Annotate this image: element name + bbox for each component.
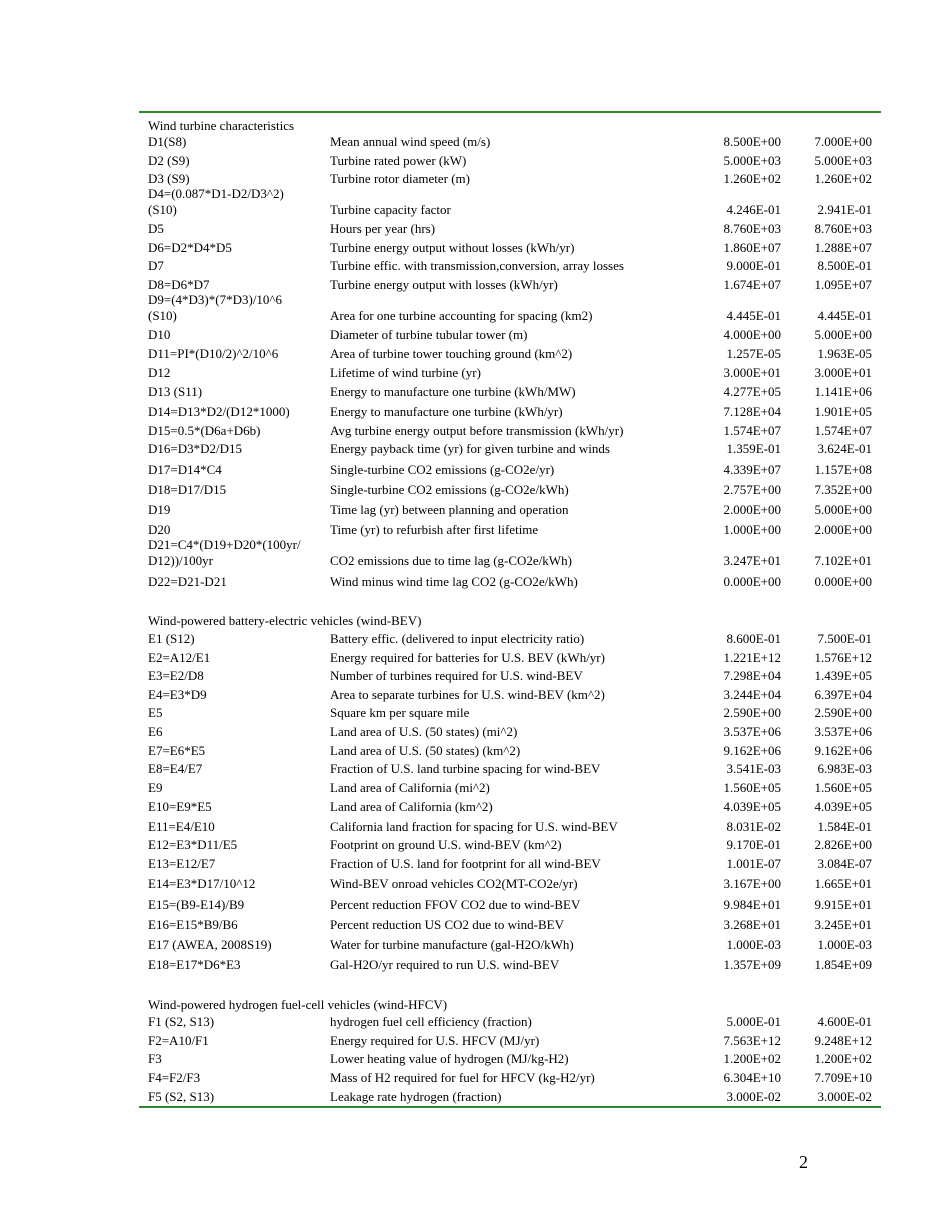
row-code: E10=E9*E5 — [148, 799, 212, 814]
row-code: E1 (S12) — [148, 631, 195, 646]
row-value-1: 1.221E+12 — [723, 650, 781, 665]
row-code: E3=E2/D8 — [148, 668, 204, 683]
section-title: Wind turbine characteristics — [148, 118, 295, 133]
row-value-1: 8.031E-02 — [726, 819, 781, 834]
row-value-2: 2.000E+00 — [814, 522, 872, 537]
row-value-1: 3.167E+00 — [723, 876, 781, 891]
row-description: Energy to manufacture one turbine (kWh/yr) — [330, 404, 563, 419]
table-row — [148, 837, 872, 853]
row-value-2: 1.095E+07 — [814, 277, 872, 292]
table-row — [148, 327, 872, 343]
table-row — [148, 761, 872, 777]
row-description: Land area of U.S. (50 states) (mi^2) — [330, 724, 518, 739]
row-value-1: 1.574E+07 — [723, 423, 781, 438]
table-row — [148, 186, 872, 218]
row-value-2: 4.039E+05 — [814, 799, 872, 814]
row-value-1: 1.257E-05 — [726, 346, 781, 361]
table-row — [148, 668, 872, 684]
row-value-1: 9.162E+06 — [723, 743, 781, 758]
row-code: D15=0.5*(D6a+D6b) — [148, 423, 261, 438]
row-code: D12 — [148, 365, 171, 380]
row-code: D13 (S11) — [148, 384, 203, 399]
row-value-2: 9.162E+06 — [814, 743, 872, 758]
row-code: D1(S8) — [148, 134, 187, 149]
row-description: Water for turbine manufacture (gal-H2O/kWh) — [330, 937, 574, 952]
table-row — [148, 799, 872, 815]
row-value-1: 1.560E+05 — [723, 780, 781, 795]
row-value-2: 6.983E-03 — [817, 761, 872, 776]
table-row — [148, 292, 872, 324]
row-value-2: 1.574E+07 — [814, 423, 872, 438]
row-code: D2 (S9) — [148, 153, 190, 168]
table-row — [148, 384, 872, 400]
row-value-2: 1.260E+02 — [814, 171, 872, 186]
row-description: Area of turbine tower touching ground (km^2) — [330, 346, 573, 361]
row-code: D7 — [148, 258, 164, 273]
row-value-2: 1.200E+02 — [814, 1051, 872, 1066]
row-code: D10 — [148, 327, 171, 342]
row-code: D11=PI*(D10/2)^2/10^6 — [148, 346, 279, 361]
row-description: Turbine effic. with transmission,conversion, array losses — [330, 258, 624, 273]
table-row — [148, 1033, 872, 1049]
row-code: E15=(B9-E14)/B9 — [148, 897, 245, 912]
row-value-2: 7.102E+01 — [814, 553, 872, 568]
row-value-1: 6.304E+10 — [723, 1070, 781, 1085]
row-description: Mass of H2 required for fuel for HFCV (kg-H2/yr) — [330, 1070, 595, 1085]
row-code: D4=(0.087*D1-D2/D3^2) (S10) — [148, 186, 284, 217]
row-value-1: 4.039E+05 — [723, 799, 781, 814]
row-value-2: 5.000E+00 — [814, 502, 872, 517]
row-description: Turbine rated power (kW) — [330, 153, 467, 168]
row-code: D21=C4*(D19+D20*(100yr/ D12))/100yr — [148, 537, 301, 568]
row-code: D5 — [148, 221, 164, 236]
row-value-2: 3.537E+06 — [814, 724, 872, 739]
table-row — [148, 171, 872, 187]
table-row — [148, 462, 872, 478]
table-row — [148, 365, 872, 381]
row-value-1: 9.000E-01 — [726, 258, 781, 273]
table-row — [148, 937, 872, 953]
row-value-1: 7.298E+04 — [723, 668, 781, 683]
row-description: Land area of California (mi^2) — [330, 780, 490, 795]
row-value-2: 9.915E+01 — [814, 897, 872, 912]
row-description: Time lag (yr) between planning and operation — [330, 502, 569, 517]
table-row — [148, 897, 872, 913]
row-code: D9=(4*D3)*(7*D3)/10^6 (S10) — [148, 292, 283, 323]
row-code: D20 — [148, 522, 171, 537]
row-value-2: 1.000E-03 — [817, 937, 872, 952]
row-code: D16=D3*D2/D15 — [148, 441, 242, 456]
row-code: F1 (S2, S13) — [148, 1014, 215, 1029]
row-description: Energy to manufacture one turbine (kWh/MW) — [330, 384, 576, 399]
row-value-2: 1.288E+07 — [814, 240, 872, 255]
row-value-1: 3.537E+06 — [723, 724, 781, 739]
table-row — [148, 277, 872, 293]
row-description: Battery effic. (delivered to input electricity ratio) — [330, 631, 585, 646]
row-code: E16=E15*B9/B6 — [148, 917, 238, 932]
row-value-1: 4.246E-01 — [726, 202, 781, 217]
row-description: Area to separate turbines for U.S. wind-BEV (km^2) — [330, 687, 605, 702]
row-value-2: 1.141E+06 — [814, 384, 872, 399]
row-value-1: 5.000E-01 — [726, 1014, 781, 1029]
row-description: Hours per year (hrs) — [330, 221, 436, 236]
row-code: E2=A12/E1 — [148, 650, 211, 665]
row-value-1: 8.500E+00 — [723, 134, 781, 149]
row-value-1: 4.277E+05 — [723, 384, 781, 399]
table-row — [148, 522, 872, 538]
row-description: Wind-BEV onroad vehicles CO2(MT-CO2e/yr) — [330, 876, 578, 891]
row-value-1: 2.757E+00 — [723, 482, 781, 497]
row-value-2: 1.854E+09 — [814, 957, 872, 972]
table-row — [148, 441, 872, 457]
row-code: D3 (S9) — [148, 171, 190, 186]
row-value-1: 4.339E+07 — [723, 462, 781, 477]
row-value-1: 1.001E-07 — [726, 856, 781, 871]
row-description: Avg turbine energy output before transmission (kWh/yr) — [330, 423, 624, 438]
row-code: F2=A10/F1 — [148, 1033, 209, 1048]
row-value-2: 3.245E+01 — [814, 917, 872, 932]
row-description: Time (yr) to refurbish after first lifetime — [330, 522, 539, 537]
table-row — [148, 743, 872, 759]
row-description: Turbine capacity factor — [330, 202, 451, 217]
section-title: Wind-powered battery-electric vehicles (wind-BEV) — [148, 613, 422, 628]
table-bottom-rule — [139, 1106, 881, 1108]
row-value-1: 8.600E-01 — [726, 631, 781, 646]
row-description: Lower heating value of hydrogen (MJ/kg-H2) — [330, 1051, 569, 1066]
row-value-1: 1.000E+00 — [723, 522, 781, 537]
row-value-1: 8.760E+03 — [723, 221, 781, 236]
row-value-2: 1.665E+01 — [814, 876, 872, 891]
row-code: D22=D21-D21 — [148, 574, 227, 589]
table-row — [148, 1014, 872, 1030]
row-value-1: 3.268E+01 — [723, 917, 781, 932]
row-code: E12=E3*D11/E5 — [148, 837, 238, 852]
row-value-1: 1.200E+02 — [723, 1051, 781, 1066]
row-value-2: 5.000E+03 — [814, 153, 872, 168]
row-description: Single-turbine CO2 emissions (g-CO2e/kWh) — [330, 482, 569, 497]
row-value-2: 9.248E+12 — [814, 1033, 872, 1048]
section-title: Wind-powered hydrogen fuel-cell vehicles (wind-HFCV) — [148, 997, 448, 1012]
row-description: Energy required for U.S. HFCV (MJ/yr) — [330, 1033, 540, 1048]
row-value-1: 1.357E+09 — [723, 957, 781, 972]
table-row — [148, 537, 872, 569]
row-code: F3 — [148, 1051, 162, 1066]
row-description: Area for one turbine accounting for spacing (km2) — [330, 308, 593, 323]
row-code: E6 — [148, 724, 163, 739]
row-value-1: 1.000E-03 — [726, 937, 781, 952]
row-value-1: 7.128E+04 — [723, 404, 781, 419]
table-row — [148, 221, 872, 237]
row-code: E5 — [148, 705, 163, 720]
table-row — [148, 574, 872, 590]
row-description: Wind minus wind time lag CO2 (g-CO2e/kWh) — [330, 574, 578, 589]
row-description: Turbine energy output without losses (kWh/yr) — [330, 240, 575, 255]
row-value-2: 0.000E+00 — [814, 574, 872, 589]
row-description: Footprint on ground U.S. wind-BEV (km^2) — [330, 837, 562, 852]
table-row — [148, 705, 872, 721]
row-description: Fraction of U.S. land for footprint for all wind-BEV — [330, 856, 601, 871]
row-value-1: 3.000E+01 — [723, 365, 781, 380]
row-value-2: 1.901E+05 — [814, 404, 872, 419]
row-code: F5 (S2, S13) — [148, 1089, 215, 1104]
row-description: Single-turbine CO2 emissions (g-CO2e/yr) — [330, 462, 555, 477]
row-value-2: 8.500E-01 — [817, 258, 872, 273]
row-description: Percent reduction US CO2 due to wind-BEV — [330, 917, 564, 932]
table-row — [148, 819, 872, 835]
row-code: E7=E6*E5 — [148, 743, 206, 758]
table-row — [148, 876, 872, 892]
row-description: Turbine rotor diameter (m) — [330, 171, 470, 186]
table-row — [148, 346, 872, 362]
row-description: Percent reduction FFOV CO2 due to wind-BEV — [330, 897, 581, 912]
row-description: Turbine energy output with losses (kWh/yr) — [330, 277, 558, 292]
row-value-2: 3.000E-02 — [817, 1089, 872, 1104]
row-value-2: 7.709E+10 — [814, 1070, 872, 1085]
table-row — [148, 502, 872, 518]
row-value-2: 4.600E-01 — [817, 1014, 872, 1029]
row-code: D6=D2*D4*D5 — [148, 240, 232, 255]
table-row — [148, 650, 872, 666]
row-code: E14=E3*D17/10^12 — [148, 876, 256, 891]
row-value-2: 4.445E-01 — [817, 308, 872, 323]
row-description: Land area of California (km^2) — [330, 799, 493, 814]
row-description: California land fraction for spacing for U.S. wind-BEV — [330, 819, 618, 834]
row-value-2: 3.084E-07 — [817, 856, 872, 871]
row-value-2: 1.560E+05 — [814, 780, 872, 795]
row-value-1: 1.359E-01 — [726, 441, 781, 456]
row-value-1: 4.000E+00 — [723, 327, 781, 342]
table-row — [148, 1089, 872, 1105]
row-value-1: 0.000E+00 — [723, 574, 781, 589]
row-value-2: 1.157E+08 — [814, 462, 872, 477]
row-code: D19 — [148, 502, 171, 517]
row-description: Land area of U.S. (50 states) (km^2) — [330, 743, 521, 758]
row-code: E4=E3*D9 — [148, 687, 207, 702]
row-value-2: 7.352E+00 — [814, 482, 872, 497]
row-description: CO2 emissions due to time lag (g-CO2e/kWh) — [330, 553, 572, 568]
row-value-2: 3.624E-01 — [817, 441, 872, 456]
row-value-2: 7.500E-01 — [817, 631, 872, 646]
row-code: E18=E17*D6*E3 — [148, 957, 241, 972]
row-value-1: 3.247E+01 — [723, 553, 781, 568]
row-value-2: 3.000E+01 — [814, 365, 872, 380]
table-row — [148, 1070, 872, 1086]
row-description: hydrogen fuel cell efficiency (fraction) — [330, 1014, 532, 1029]
row-value-1: 3.541E-03 — [726, 761, 781, 776]
table-row — [148, 957, 872, 973]
row-code: D17=D14*C4 — [148, 462, 222, 477]
row-value-1: 1.860E+07 — [723, 240, 781, 255]
row-value-2: 6.397E+04 — [814, 687, 872, 702]
table-row — [148, 631, 872, 647]
table-row — [148, 724, 872, 740]
table-row — [148, 1051, 872, 1067]
row-description: Square km per square mile — [330, 705, 470, 720]
row-description: Energy payback time (yr) for given turbine and winds — [330, 441, 610, 456]
row-description: Gal-H2O/yr required to run U.S. wind-BEV — [330, 957, 560, 972]
row-value-2: 1.576E+12 — [814, 650, 872, 665]
row-code: D8=D6*D7 — [148, 277, 210, 292]
row-value-1: 1.260E+02 — [723, 171, 781, 186]
table-row — [148, 404, 872, 420]
row-code: E11=E4/E10 — [148, 819, 215, 834]
row-value-1: 1.674E+07 — [723, 277, 781, 292]
row-value-2: 8.760E+03 — [814, 221, 872, 236]
row-value-1: 2.590E+00 — [723, 705, 781, 720]
row-value-1: 5.000E+03 — [723, 153, 781, 168]
row-value-1: 2.000E+00 — [723, 502, 781, 517]
row-value-2: 7.000E+00 — [814, 134, 872, 149]
table-row — [148, 134, 872, 150]
table-row — [148, 482, 872, 498]
table-row — [148, 917, 872, 933]
row-value-2: 1.963E-05 — [817, 346, 872, 361]
row-value-1: 3.244E+04 — [723, 687, 781, 702]
row-code: D14=D13*D2/(D12*1000) — [148, 404, 290, 419]
row-value-1: 3.000E-02 — [726, 1089, 781, 1104]
table-row — [148, 780, 872, 796]
table-row — [148, 423, 872, 439]
table-row — [148, 153, 872, 169]
row-value-2: 1.584E-01 — [817, 819, 872, 834]
row-description: Number of turbines required for U.S. wind-BEV — [330, 668, 583, 683]
row-code: F4=F2/F3 — [148, 1070, 201, 1085]
row-value-1: 4.445E-01 — [726, 308, 781, 323]
row-description: Diameter of turbine tubular tower (m) — [330, 327, 528, 342]
row-description: Mean annual wind speed (m/s) — [330, 134, 491, 149]
row-value-2: 1.439E+05 — [814, 668, 872, 683]
table-row — [148, 856, 872, 872]
row-description: Fraction of U.S. land turbine spacing for wind-BEV — [330, 761, 601, 776]
row-code: D18=D17/D15 — [148, 482, 227, 497]
row-value-2: 2.826E+00 — [814, 837, 872, 852]
row-value-1: 7.563E+12 — [723, 1033, 781, 1048]
row-value-2: 2.941E-01 — [817, 202, 872, 217]
row-code: E8=E4/E7 — [148, 761, 203, 776]
table-row — [148, 258, 872, 274]
row-value-1: 9.984E+01 — [723, 897, 781, 912]
row-description: Leakage rate hydrogen (fraction) — [330, 1089, 502, 1104]
table-row — [148, 687, 872, 703]
row-code: E17 (AWEA, 2008S19) — [148, 937, 272, 952]
row-description: Lifetime of wind turbine (yr) — [330, 365, 481, 380]
row-value-2: 5.000E+00 — [814, 327, 872, 342]
table-row — [148, 240, 872, 256]
row-code: E9 — [148, 780, 163, 795]
row-description: Energy required for batteries for U.S. BEV (kWh/yr) — [330, 650, 605, 665]
page-number: 2 — [799, 1152, 808, 1172]
row-value-2: 2.590E+00 — [814, 705, 872, 720]
row-value-1: 9.170E-01 — [726, 837, 781, 852]
row-code: E13=E12/E7 — [148, 856, 216, 871]
